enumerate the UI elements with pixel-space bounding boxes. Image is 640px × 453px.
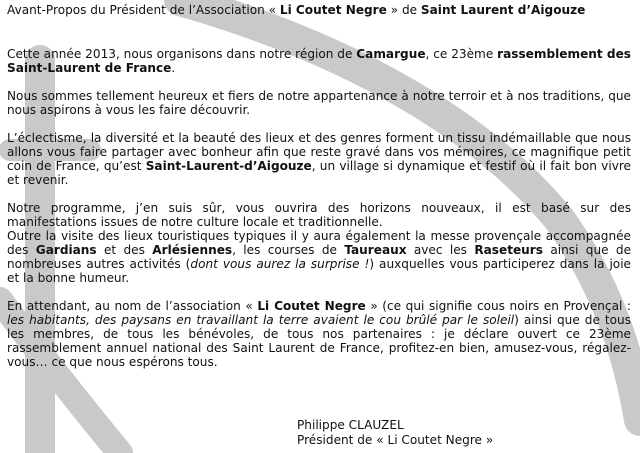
paragraph-text: , un village si dynamique et festif où il fait bon vivre et revenir.	[7, 159, 631, 187]
signature-name: Philippe CLAUZEL	[297, 418, 404, 432]
paragraph-text: L’éclectisme, la diversité et la beauté des lieux et des genres forment un tissu indémaillable que nous allons vous faire partager avec bonheur afin que reste gravé dans vos mémoires, ce magnifique petit coin de France, qu’est	[7, 131, 631, 173]
paragraph-text: , les courses de	[232, 243, 345, 257]
event-name: rassemblement des Saint-Laurent de France	[7, 47, 631, 75]
paragraph-text: et des	[96, 243, 153, 257]
keyword-raseteurs: Raseteurs	[474, 243, 543, 257]
paragraph-programme	[7, 201, 631, 229]
meaning-explanation: les habitants, des paysans en travaillant la terre avaient le cou brûlé par le soleil	[7, 313, 515, 327]
paragraph-text: ) ainsi que de tous les membres, de tous les bénévoles, de tous nos partenaires : je déclare ouvert ce 23ème rassemblement annuel national des Saint Laurent de France, profitez-en bien, amusez-vous, régalez-vous… ce que nous espérons tous.	[7, 313, 631, 369]
paragraph-closing	[7, 299, 631, 369]
signature-role: Président de « Li Coutet Negre »	[297, 433, 494, 447]
paragraph-intro	[7, 47, 631, 75]
paragraph-eclectism	[7, 131, 631, 187]
paragraph-text: Cette année 2013, nous organisons dans notre région de	[7, 47, 357, 61]
title-text: » de	[386, 3, 421, 17]
paragraph-text: .	[171, 61, 176, 75]
keyword-taureaux: Taureaux	[344, 243, 407, 257]
title-text: Avant-Propos du Président de l’Association «	[7, 3, 280, 17]
association-name: Li Coutet Negre	[257, 299, 366, 313]
title-town-name: Saint Laurent d’Aigouze	[420, 3, 586, 17]
signature-block	[297, 418, 493, 448]
paragraph-text: Notre programme, j’en suis sûr, vous ouvrira des horizons nouveaux, il est basé sur des manifestations issues de notre culture locale et traditionnelle.	[7, 201, 631, 229]
village-name: Saint-Laurent-d’Aigouze	[145, 159, 312, 173]
paragraph-text: En attendant, au nom de l’association «	[7, 299, 258, 313]
paragraph-text: , ce 23ème	[425, 47, 498, 61]
document-body	[7, 0, 631, 369]
paragraph-text: ) auxquelles vous participerez dans la joie et la bonne humeur.	[7, 257, 631, 285]
paragraph-pride	[7, 89, 631, 117]
paragraph-text: Outre la visite des lieux touristiques typiques il y aura également la messe provençale accompagnée des	[7, 229, 631, 257]
surprise-text: dont vous aurez la surprise !	[190, 257, 370, 271]
paragraph-text: » (ce qui signifie cous noirs en Provençal :	[365, 299, 631, 313]
document-title	[7, 3, 631, 17]
keyword-arlesiennes: Arlésiennes	[152, 243, 233, 257]
paragraph-activities	[7, 229, 631, 285]
keyword-gardians: Gardians	[35, 243, 97, 257]
region-name: Camargue	[356, 47, 426, 61]
paragraph-text: Nous sommes tellement heureux et fiers de notre appartenance à notre terroir et à nos traditions, que nous aspirons à vous les faire découvrir.	[7, 89, 631, 117]
paragraph-text: ainsi que de nombreuses autres activités (	[7, 243, 632, 271]
paragraph-text: avec les	[406, 243, 475, 257]
title-association-name: Li Coutet Negre	[279, 3, 387, 17]
